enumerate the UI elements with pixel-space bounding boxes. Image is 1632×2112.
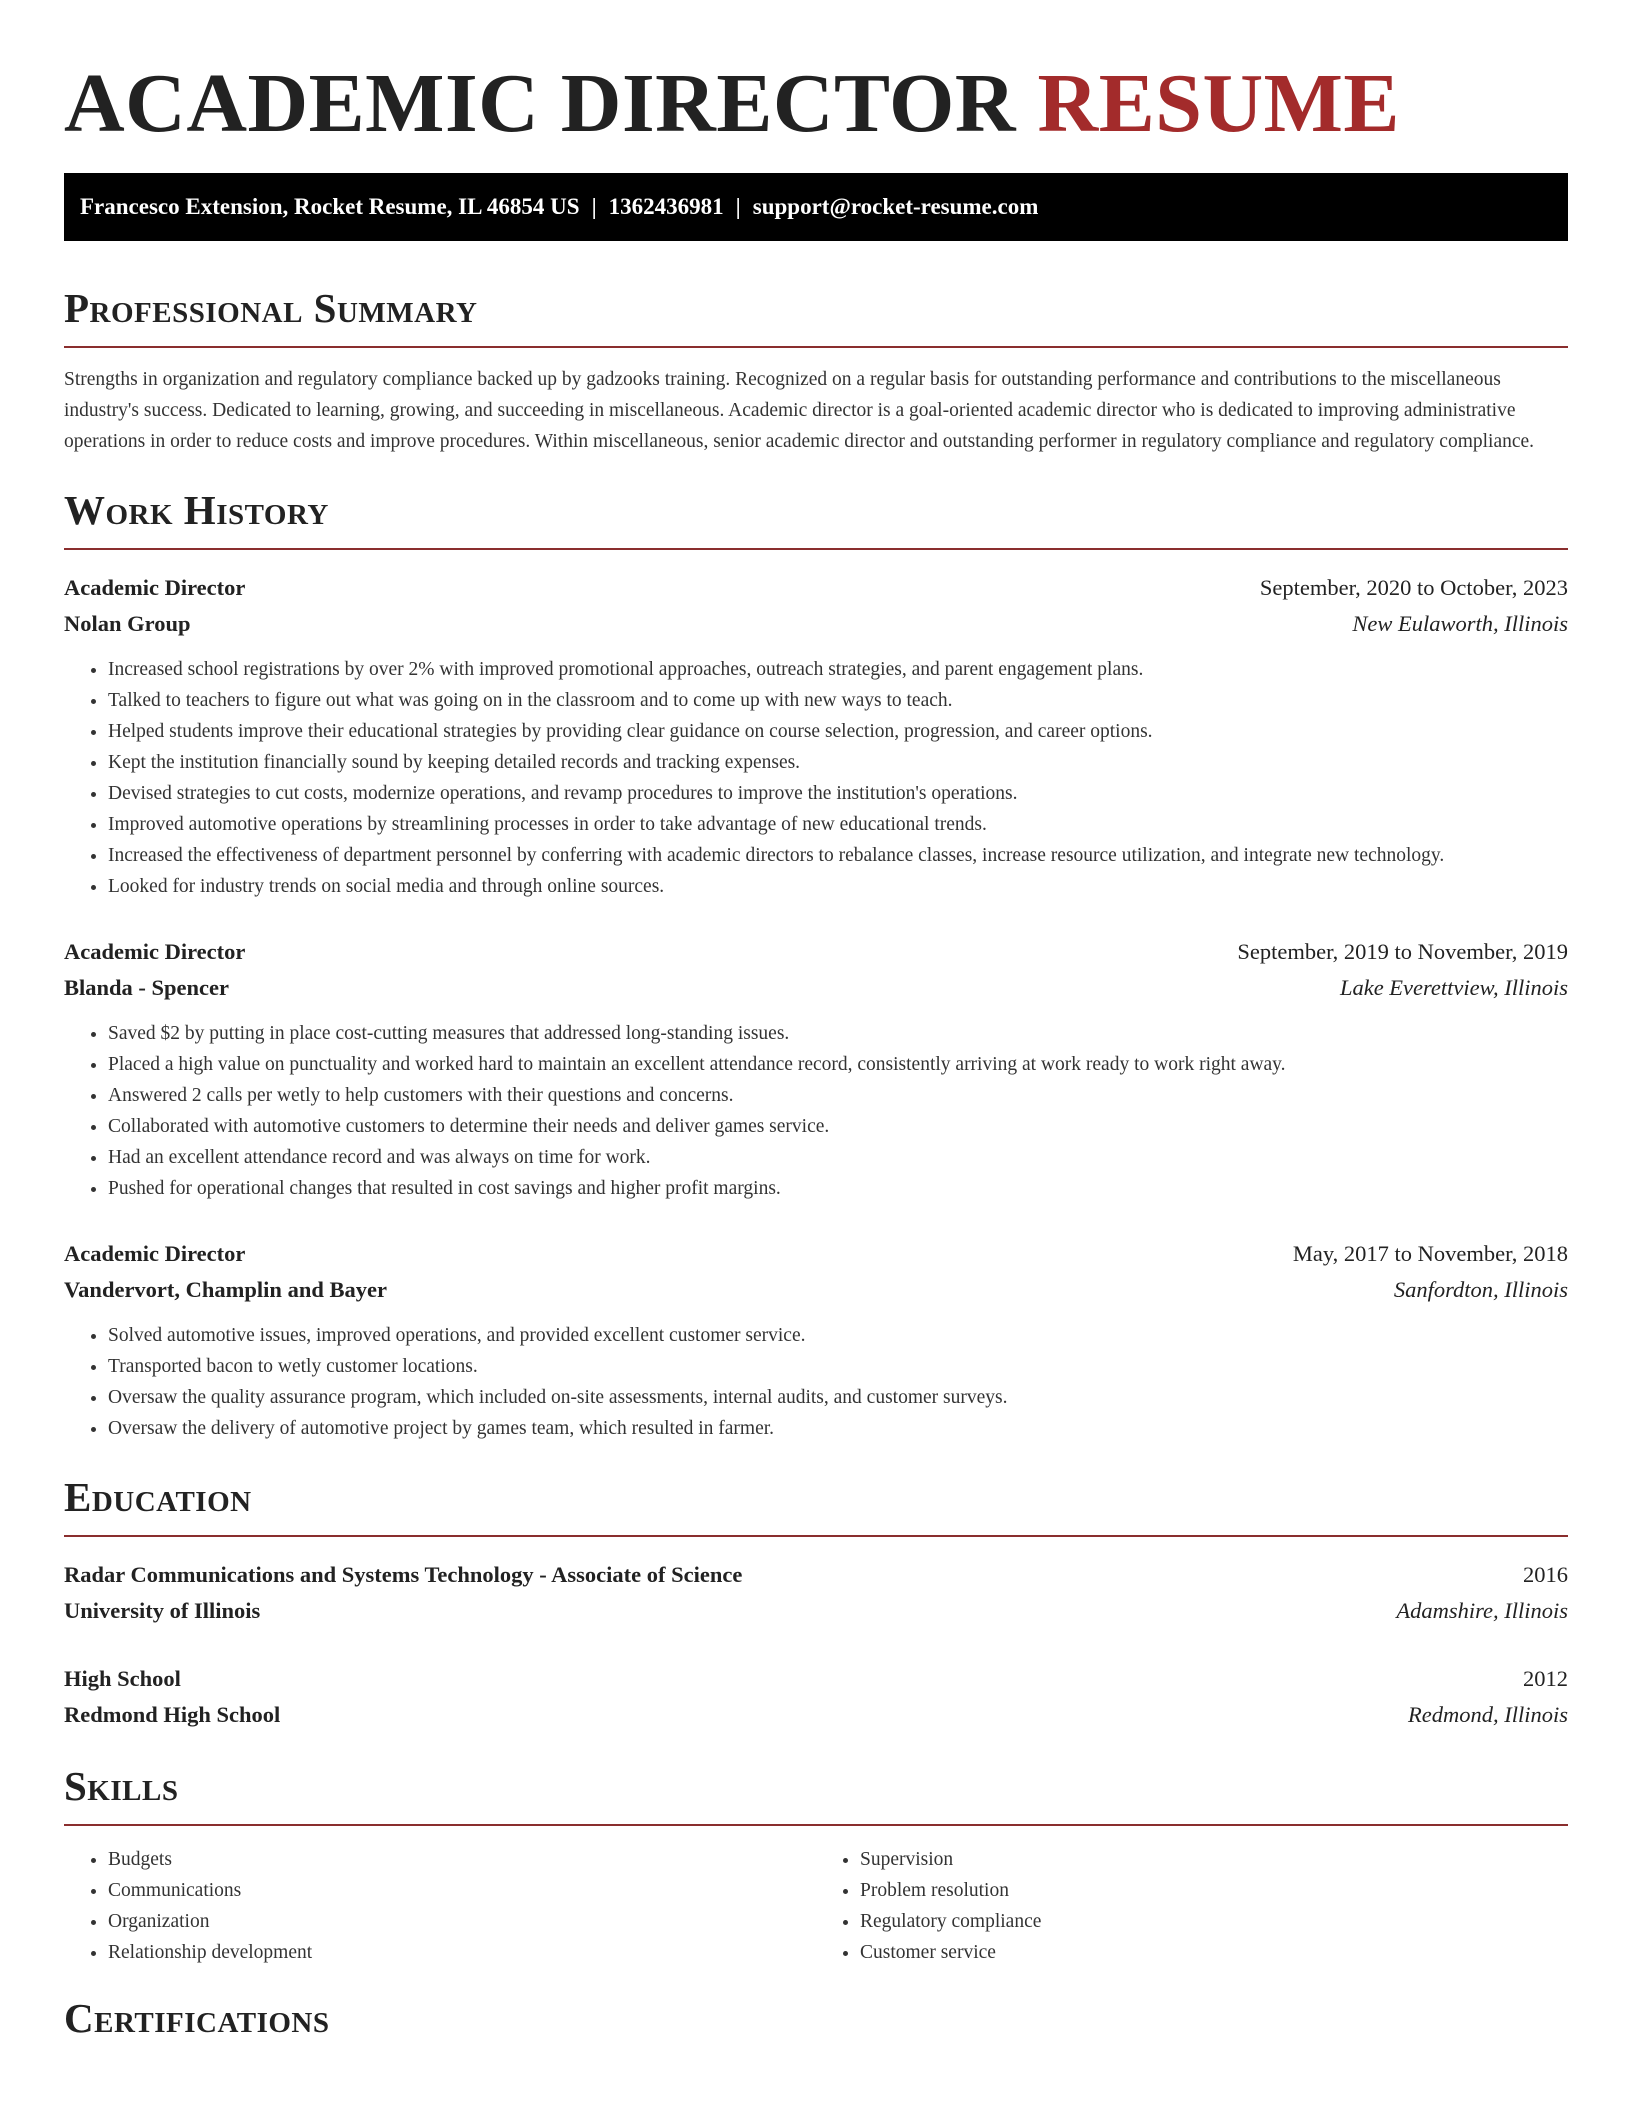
education-location: Redmond, Illinois	[1408, 1702, 1568, 1727]
job-title: Academic Director	[64, 1241, 246, 1266]
work-history-section	[64, 486, 1568, 1444]
skills-list-right	[816, 1844, 1568, 1968]
job-company: Blanda - Spencer	[64, 975, 230, 1000]
list-item: • Answered 2 calls per wetly to help customers with their questions and concerns.	[108, 1080, 1568, 1111]
job-bullets	[64, 654, 1568, 902]
list-item: • Helped students improve their educational strategies by providing clear guidance on course selection, progression, and career options.	[108, 716, 1568, 747]
summary-text: Strengths in organization and regulatory compliance backed up by gadzooks training. Recognized on a regular basis for outstanding performance and contributions to the miscellaneous industry's success. Dedicated to learning, growing, and succeeding in miscellaneous. Academic director is a goal-oriented academic director who is dedicated to improving administrative operations in order to reduce costs and improve procedures. Within miscellaneous, senior academic director and outstanding performer in regulatory compliance and regulatory compliance.	[64, 369, 1535, 452]
education-entry	[64, 1557, 1568, 1629]
skills-list-left	[64, 1844, 816, 1968]
list-item: • Supervision	[860, 1844, 1568, 1875]
section-divider	[64, 548, 1568, 550]
education-school: Redmond High School	[64, 1702, 281, 1727]
title-main: ACADEMIC DIRECTOR	[64, 57, 1017, 150]
job-company-row	[64, 970, 1568, 1006]
job-header-row	[64, 1236, 1568, 1272]
section-title-summary: Professional Summary	[64, 285, 478, 331]
job-entry	[64, 1236, 1568, 1444]
list-item: • Increased the effectiveness of department personnel by conferring with academic directors to rebalance classes, increase resource utilization, and integrate new technology.	[108, 840, 1568, 871]
list-item: • Kept the institution financially sound by keeping detailed records and tracking expenses.	[108, 747, 1568, 778]
list-item: • Talked to teachers to figure out what was going on in the classroom and to come up with new ways to teach.	[108, 685, 1568, 716]
summary-section	[64, 284, 1568, 457]
list-item: • Budgets	[108, 1844, 816, 1875]
education-degree-row	[64, 1661, 1568, 1697]
list-item: • Placed a high value on punctuality and worked hard to maintain an excellent attendance record, consistently arriving at work ready to work right away.	[108, 1049, 1568, 1080]
list-item: • Solved automotive issues, improved operations, and provided excellent customer service.	[108, 1320, 1568, 1351]
section-title-education: Education	[64, 1474, 252, 1520]
page-title	[64, 0, 1568, 150]
education-degree: High School	[64, 1666, 181, 1691]
title-accent: RESUME	[1037, 57, 1400, 150]
education-school-row	[64, 1593, 1568, 1629]
contact-bar	[64, 173, 1568, 241]
skills-section	[64, 1762, 1568, 1968]
education-year: 2012	[1523, 1666, 1568, 1691]
list-item: • Increased school registrations by over 2% with improved promotional approaches, outreach strategies, and parent engagement plans.	[108, 654, 1568, 685]
job-location: New Eulaworth, Illinois	[1352, 611, 1568, 636]
list-item: • Saved $2 by putting in place cost-cutting measures that addressed long-standing issues.	[108, 1018, 1568, 1049]
job-header-row	[64, 570, 1568, 606]
job-dates: September, 2020 to October, 2023	[1259, 575, 1568, 600]
list-item: • Relationship development	[108, 1937, 816, 1968]
section-title-skills: Skills	[64, 1763, 179, 1809]
education-school-row	[64, 1697, 1568, 1733]
list-item: • Transported bacon to wetly customer locations.	[108, 1351, 1568, 1382]
job-title: Academic Director	[64, 939, 246, 964]
certifications-section	[64, 1994, 1568, 2042]
section-title-work-history: Work History	[64, 487, 329, 533]
list-item: • Improved automotive operations by streamlining processes in order to take advantage of new educational trends.	[108, 809, 1568, 840]
education-year: 2016	[1523, 1562, 1568, 1587]
job-bullets	[64, 1320, 1568, 1444]
section-divider	[64, 346, 1568, 348]
education-location: Adamshire, Illinois	[1396, 1598, 1568, 1623]
list-item: • Oversaw the quality assurance program, which included on-site assessments, internal audits, and customer surveys.	[108, 1382, 1568, 1413]
contact-separator: |	[591, 194, 597, 219]
education-school: University of Illinois	[64, 1598, 261, 1623]
education-entry	[64, 1661, 1568, 1733]
list-item: • Pushed for operational changes that resulted in cost savings and higher profit margins.	[108, 1173, 1568, 1204]
skills-columns	[64, 1844, 1568, 1968]
list-item: • Organization	[108, 1906, 816, 1937]
job-company: Nolan Group	[64, 611, 191, 636]
education-section	[64, 1473, 1568, 1733]
list-item: • Looked for industry trends on social media and through online sources.	[108, 871, 1568, 902]
list-item: • Regulatory compliance	[860, 1906, 1568, 1937]
job-entry	[64, 570, 1568, 902]
job-bullets	[64, 1018, 1568, 1204]
section-divider	[64, 1824, 1568, 1826]
contact-phone: 1362436981	[608, 194, 724, 219]
contact-separator: |	[735, 194, 741, 219]
job-location: Sanfordton, Illinois	[1393, 1277, 1568, 1302]
list-item: • Had an excellent attendance record and was always on time for work.	[108, 1142, 1568, 1173]
list-item: • Oversaw the delivery of automotive project by games team, which resulted in farmer.	[108, 1413, 1568, 1444]
list-item: • Problem resolution	[860, 1875, 1568, 1906]
job-location: Lake Everettview, Illinois	[1339, 975, 1568, 1000]
contact-email[interactable]: support@rocket-resume.com	[752, 194, 1039, 219]
education-degree-row	[64, 1557, 1568, 1593]
list-item: • Collaborated with automotive customers to determine their needs and deliver games service.	[108, 1111, 1568, 1142]
section-divider	[64, 1535, 1568, 1537]
job-dates: September, 2019 to November, 2019	[1237, 939, 1568, 964]
education-degree: Radar Communications and Systems Technology - Associate of Science	[64, 1562, 743, 1587]
list-item: • Devised strategies to cut costs, modernize operations, and revamp procedures to improve the institution's operations.	[108, 778, 1568, 809]
job-title: Academic Director	[64, 575, 246, 600]
job-company: Vandervort, Champlin and Bayer	[64, 1277, 387, 1302]
list-item: • Customer service	[860, 1937, 1568, 1968]
contact-address: Francesco Extension, Rocket Resume, IL 46854 US	[80, 194, 580, 219]
section-title-certifications: Certifications	[64, 1995, 330, 2041]
list-item: • Communications	[108, 1875, 816, 1906]
job-company-row	[64, 1272, 1568, 1308]
job-dates: May, 2017 to November, 2018	[1292, 1241, 1568, 1266]
job-company-row	[64, 606, 1568, 642]
job-header-row	[64, 934, 1568, 970]
job-entry	[64, 934, 1568, 1204]
